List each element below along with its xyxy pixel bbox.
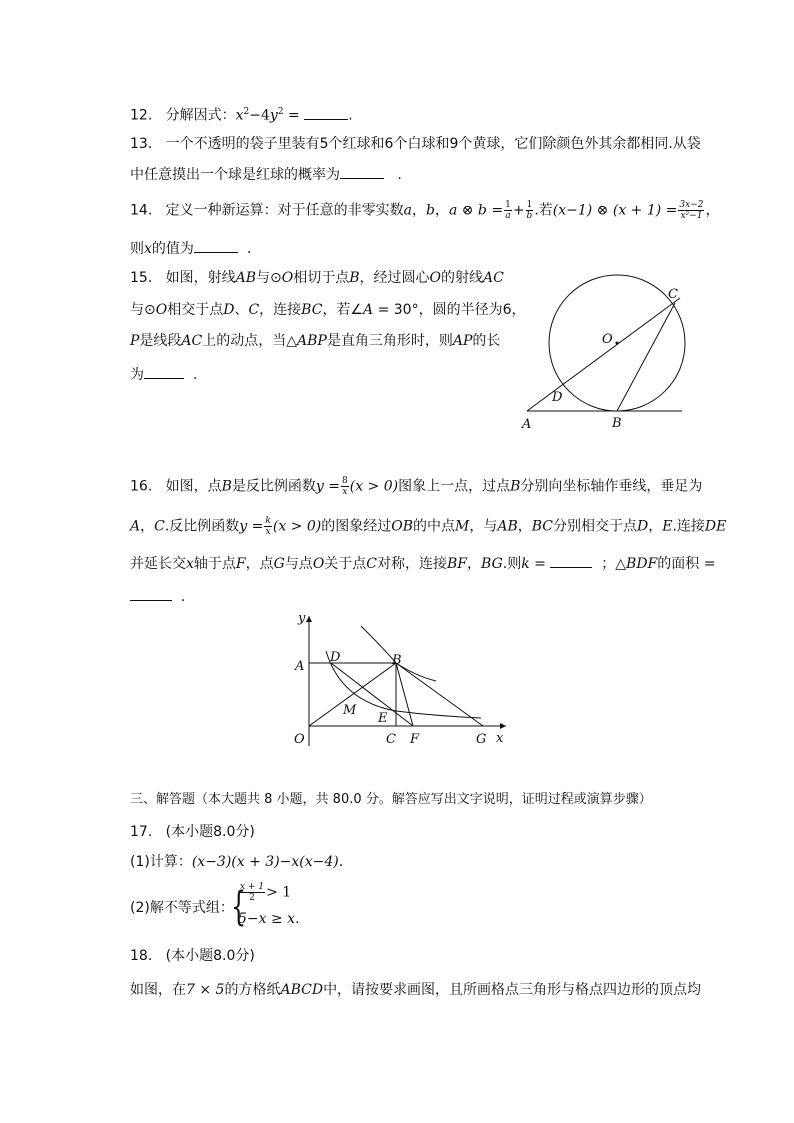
label-f: F — [410, 732, 420, 747]
label-o: O — [602, 332, 613, 347]
figure-16-inverse-proportion — [286, 606, 516, 756]
question-18: 18. (本小题8.0分) — [130, 948, 255, 964]
label-x: x — [496, 731, 504, 746]
question-16-line3: 并延长交x轴于点F，点G与点O关于点C对称，连接BF，BG.则k = ；△BDF的面积 = — [130, 553, 715, 574]
question-15-line4: 为 . — [130, 364, 197, 385]
question-12: 12. 分解因式：$x^2-4y^2$ = . — [130, 102, 353, 126]
question-15-line2: 与⊙O相交于点D、C，连接BC，若∠A = 30°，圆的半径为6， — [130, 302, 526, 318]
answer-blank-area[interactable] — [130, 586, 172, 601]
question-14-line2: 则x的值为 . — [130, 238, 251, 259]
segment-bf — [396, 663, 413, 726]
answer-blank[interactable] — [194, 238, 238, 253]
label-c: C — [668, 287, 678, 302]
inequality-2: 5−x ≥ x. — [238, 911, 300, 927]
center-point — [616, 342, 619, 345]
question-16-line4: . — [130, 586, 185, 607]
segment-bc — [617, 303, 675, 411]
label-b: B — [612, 416, 622, 431]
question-17-part1: (1)计算：(x−3)(x + 3)−x(x−4). — [130, 854, 344, 870]
label-d: D — [330, 650, 341, 665]
label-d: D — [552, 390, 563, 405]
label-y: y — [298, 611, 306, 626]
inequality-brace: { — [231, 884, 247, 930]
question-16-line2: A，C.反比例函数y = $\frac{k}{x}$ (x > 0)的图象经过OB的中点M，与AB，BC分别相交于点D，E.连接DE — [130, 516, 727, 537]
label-b: B — [392, 653, 402, 668]
section-3-title: 三、解答题（本大题共 8 小题，共 80.0 分。解答应写出文字说明，证明过程或演算步骤） — [130, 792, 652, 807]
label-g: G — [476, 732, 487, 747]
question-13: 13. 一个不透明的袋子里装有5个红球和6个白球和9个黄球，它们除颜色外其余都相同.从袋 — [130, 136, 701, 152]
answer-blank[interactable] — [144, 364, 184, 379]
question-15: 15. 如图，射线AB与⊙O相切于点B，经过圆心O的射线AC — [130, 270, 504, 286]
label-m: M — [343, 703, 357, 718]
question-18-line1: 如图，在7 × 5的方格纸ABCD中，请按要求画图，且所画格点三角形与格点四边形的顶点均 — [130, 982, 702, 998]
answer-blank[interactable] — [304, 105, 348, 120]
label-o: O — [294, 732, 305, 747]
label-c: C — [386, 732, 396, 747]
label-a: A — [295, 659, 305, 674]
question-14: 14. 定义一种新运算：对于任意的非零实数a，b，a ⊗ b = $\frac{1}{a}$ + $\frac{1}{b}$ .若(x−1) ⊗ (x + 1) = $\frac{3x-2}{\text{x²−1}}$ ， — [130, 200, 720, 221]
label-e: E — [378, 711, 388, 726]
question-17-part2-label: (2)解不等式组： — [130, 900, 234, 916]
label-a: A — [522, 417, 532, 432]
question-17: 17. (本小题8.0分) — [130, 824, 255, 840]
answer-blank-k[interactable] — [550, 553, 592, 568]
answer-blank[interactable] — [340, 164, 384, 179]
question-15-line3: P是线段AC上的动点，当△ABP是直角三角形时，则AP的长 — [130, 333, 501, 349]
inequality-1: $\frac{x + 1}{2}$ > 1 — [240, 882, 292, 903]
segment-bg — [396, 663, 483, 726]
figure-15-circle-tangent — [520, 270, 690, 435]
question-13-line2: 中任意摸出一个球是红球的概率为 . — [130, 164, 402, 185]
question-16: 16. 如图，点B是反比例函数y = $\frac{8}{x}$ (x > 0)图象上一点，过点B分别向坐标轴作垂线，垂足为 — [130, 476, 703, 497]
